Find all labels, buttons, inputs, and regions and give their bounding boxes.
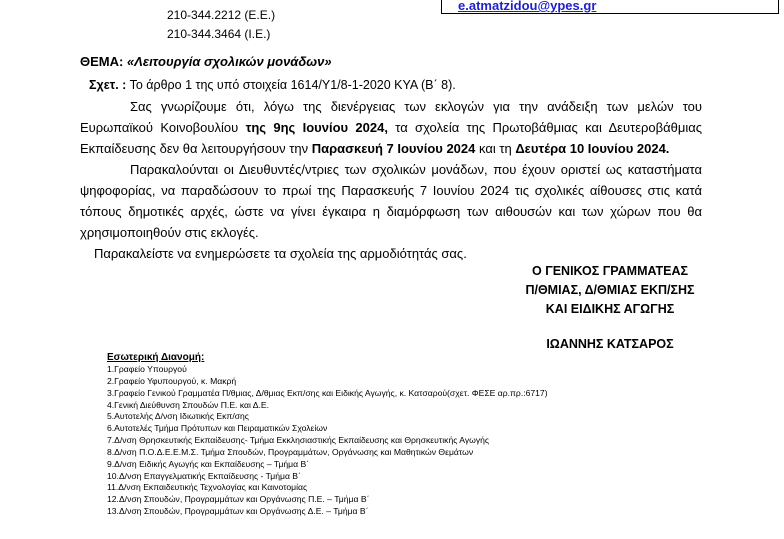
reference-line xyxy=(89,78,456,92)
email-link[interactable]: e.atmatzidou@ypes.gr xyxy=(458,0,597,13)
list-item: 11.Δ/νση Εκπαιδευτικής Τεχνολογίας και Καινοτομίας xyxy=(107,482,308,493)
subject-label: ΘΕΜΑ xyxy=(80,54,119,69)
signature-title-1: Ο ΓΕΝΙΚΟΣ ΓΡΑΜΜΑΤΕΑΣ xyxy=(532,264,688,278)
p1-text-a: Σας γνωρίζουμε ότι, λόγω της διενέργειας των εκλογών για την ανάδειξη των μελών του Ευρωπαϊκού Κοινοβουλίου xyxy=(80,99,702,135)
list-item: 6.Αυτοτελές Τμήμα Πρότυπων και Πειραματικών Σχολείων xyxy=(107,423,328,434)
list-item: 9.Δ/νση Ειδικής Αγωγής και Εκπαίδευσης – Τμήμα Β΄ xyxy=(107,458,310,469)
list-item: 3.Γραφείο Γενικού Γραμματέα Π/θμιας, Δ/θμιας Εκπ/σης και Ειδικής Αγωγής, κ. Κατσαρού(σχετ. ΦΕΣΕ αρ.πρ.:6717) xyxy=(107,387,548,398)
list-item: 1.Γραφείο Υπουργού xyxy=(107,364,187,374)
p1-date-friday: Παρασκευή 7 Ιουνίου 2024 xyxy=(311,141,476,156)
reference-label: Σχετ. : xyxy=(89,78,127,92)
reference-text: Το άρθρο 1 της υπό στοιχεία 1614/Υ1/8-1-2020 ΚΥΑ (Β΄ 8). xyxy=(129,78,456,92)
p1-text-c: τα σχολεία της Πρωτοβάθμιας και Δευτεροβάθμιας Εκπαίδευσης δεν θα λειτουργήσουν την xyxy=(80,120,702,156)
list-item: 2.Γραφείο Υφυπουργού, κ. Μακρή xyxy=(107,375,237,386)
p2-text: Παρακαλούνται οι Διευθυντές/ντριες των σχολικών μονάδων, που έχουν οριστεί ως καταστήματα ψηφοφορίας, να παραδώσουν το πρωί της Παρασκευής 7 Ιουνίου 2024 τις σχολικές αίθουσες στις κατά τόπους δημοτικές αρχές, ώστε να γίνει έγκαιρα η διαμόρφωση των αιθουσών και των χώρων που θα χρησιμοποιηθούν στις εκλογές. xyxy=(80,162,702,240)
p1-date-election: της 9ης Ιουνίου 2024, xyxy=(245,120,388,135)
distribution-title: Εσωτερική Διανομή: xyxy=(107,352,205,363)
list-item: 8.Δ/νση Π.Ο.Δ.Ε.Ε.Μ.Σ. Τμήμα Σπουδών, Προγραμμάτων, Οργάνωσης και Μαθητικών Θεμάτων xyxy=(107,446,474,457)
list-item: 13.Δ/νση Σπουδών, Προγραμμάτων και Οργάνωσης Δ.Ε. – Τμήμα Β΄ xyxy=(107,506,369,517)
paragraph-1 xyxy=(80,96,702,159)
paragraph-3 xyxy=(80,243,702,264)
signature-name: ΙΩΑΝΝΗΣ ΚΑΤΣΑΡΟΣ xyxy=(546,337,674,351)
paragraph-2 xyxy=(80,159,702,243)
subject-text: «Λειτουργία σχολικών μονάδων» xyxy=(126,54,332,69)
list-item: 5.Αυτοτελής Δ/νση Ιδιωτικής Εκπ/σης xyxy=(107,411,249,422)
distribution-list xyxy=(107,364,548,518)
subject-line: ΘΕΜΑ: «Λειτουργία σχολικών μονάδων» xyxy=(80,54,332,69)
list-item: 10.Δ/νση Επαγγελματικής Εκπαίδευσης - Τμήμα Β΄ xyxy=(107,470,301,481)
p3-text: Παρακαλείστε να ενημερώσετε τα σχολεία της αρμοδιότητάς σας. xyxy=(94,246,467,261)
list-item: 4.Γενική Διεύθυνση Σπουδών Π.Ε. και Δ.Ε. xyxy=(107,399,270,410)
phone-ee: 210-344.2212 (Ε.Ε.) xyxy=(167,8,276,22)
signature-title-2: Π/ΘΜΙΑΣ, Δ/ΘΜΙΑΣ ΕΚΠ/ΣΗΣ xyxy=(525,283,695,297)
p1-text-e: και τη xyxy=(475,141,516,156)
signature-title-3: ΚΑΙ ΕΙΔΙΚΗΣ ΑΓΩΓΗΣ xyxy=(545,302,675,316)
list-item: 12.Δ/νση Σπουδών, Προγραμμάτων και Οργάνωσης Π.Ε. – Τμήμα Β΄ xyxy=(107,494,370,505)
list-item: 7.Δ/νση Θρησκευτικής Εκπαίδευσης- Τμήμα Εκκλησιαστικής Εκπαίδευσης και Θρησκευτικής Αγωγής xyxy=(107,435,490,446)
phone-ie: 210-344.3464 (Ι.Ε.) xyxy=(167,27,271,41)
p1-date-monday: Δευτέρα 10 Ιουνίου 2024. xyxy=(515,141,670,156)
